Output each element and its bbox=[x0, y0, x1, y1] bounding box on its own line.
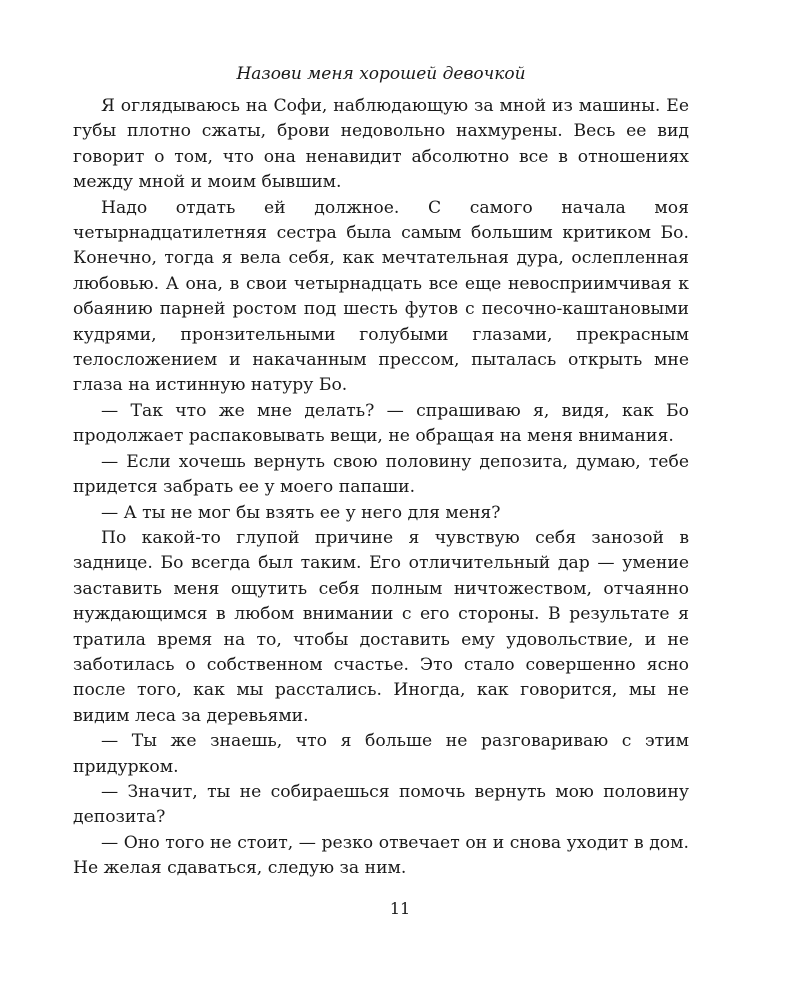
page-number: 11 bbox=[389, 899, 411, 918]
dialogue-line: — А ты не мог бы взять ее у него для меня? bbox=[101, 502, 501, 523]
book-page bbox=[73, 62, 689, 882]
dialogue-line: — Ты же знаешь, что я больше не разговариваю с этим придурком. bbox=[73, 731, 689, 777]
dialogue-line: — Если хочешь вернуть свою половину депозита, думаю, тебе придется забрать ее у моего папаши. bbox=[73, 451, 689, 498]
paragraph: Надо отдать ей должное. С самого начала моя четырнадцатилетняя сестра была самым большим критиком Бо. Конечно, тогда я вела себя, как мечтательная дура, ослепленная любовью. А она, в свои четырнадцать все еще невосприимчивая к обаянию парней ростом под шесть футов с песочно-каштановыми кудрями, пронзительными голубыми глазами, прекрасным телосложением и накачанным прессом, пыталась открыть мне глаза на истинную натуру Бо. bbox=[73, 197, 689, 396]
body-text bbox=[73, 94, 689, 882]
dialogue-line: — Значит, ты не собираешься помочь вернуть мою половину депозита? bbox=[73, 781, 689, 828]
dialogue-line: — Так что же мне делать? — спрашиваю я, видя, как Бо продолжает распаковывать вещи, не обращая на меня внимания. bbox=[73, 400, 689, 447]
paragraph: По какой-то глупой причине я чувствую себя занозой в заднице. Бо всегда был таким. Его отличительный дар — умение заставить меня ощутить себя полным ничтожеством, отчаянно нуждающимся в любом внимании с его стороны. В результате я тратила время на то, чтобы доставить ему удовольствие, и не заботилась о собственном счастье. Это стало совершенно ясно после того, как мы расстались. Иногда, как говорится, мы не видим леса за деревьями. bbox=[73, 527, 689, 726]
paragraph: Я оглядываюсь на Софи, наблюдающую за мной из машины. Ее губы плотно сжаты, брови недовольно нахмурены. Весь ее вид говорит о том, что она ненавидит абсолютно все в отношениях между мной и моим бывшим. bbox=[73, 96, 689, 193]
running-header: Назови меня хорошей девочкой bbox=[236, 64, 526, 84]
dialogue-line: — Оно того не стоит, — резко отвечает он и снова уходит в дом. Не желая сдаваться, следую за ним. bbox=[73, 832, 689, 879]
